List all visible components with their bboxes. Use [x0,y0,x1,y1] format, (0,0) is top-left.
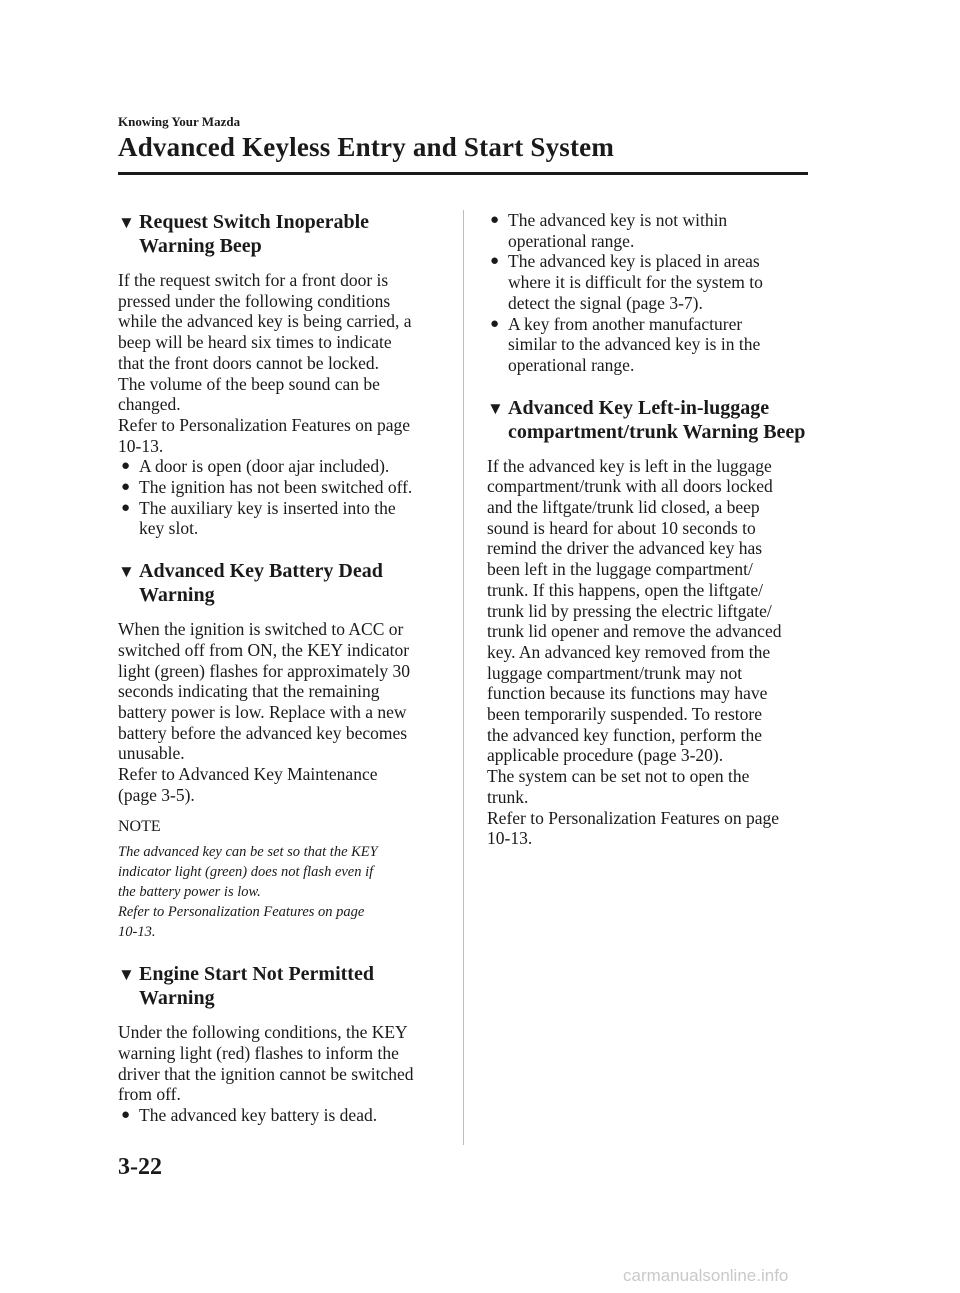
list-item: ● The auxiliary key is inserted into the key slot. [121,497,396,539]
list-item: ● The advanced key is placed in areas where it is difficult for the system to detect the signal (page 3-7). [490,251,763,313]
heading-left-in-luggage: ▼ Advanced Key Left-in-luggage compartment/trunk Warning Beep [487,396,806,443]
bullet-dot-icon: ● [490,212,500,228]
column-divider [463,210,464,1145]
paragraph-engine-start: Under the following conditions, the KEY warning light (red) flashes to inform the driver that the ignition cannot be switched from off. [118,1022,414,1105]
paragraph-battery-dead: When the ignition is switched to ACC or switched off from ON, the KEY indicator light (green) flashes for approximately 30 seconds indicating that the remaining battery power is low. Replace with a new battery before the advanced key becomes unusable. Refer to Advanced Key Maintenance (page 3-5). [118,619,411,805]
bullet-dot-icon: ● [490,253,500,270]
list-item: ● The advanced key battery is dead. [121,1104,378,1125]
list-item: ● A door is open (door ajar included). [121,456,390,477]
heading-request-switch: ▼ Request Switch Inoperable Warning Beep [118,211,370,257]
bullet-dot-icon: ● [121,1106,131,1123]
paragraph-request-switch: If the request switch for a front door is pressed under the following conditions while the advanced key is being carried, a beep will be heard six times to indicate that the front doors cannot be locked. The volume of the beep sound can be changed. Refer to Personalization Features on page 10-13. [118,270,412,456]
triangle-down-icon: ▼ [487,398,504,418]
left-column [118,210,438,1126]
bullet-dot-icon: ● [121,458,131,475]
title-rule [118,172,808,175]
page-number: 3-22 [118,1154,162,1180]
watermark: carmanualsonline.info [623,1266,789,1285]
note-label: NOTE [118,818,161,836]
note-text: The advanced key can be set so that the KEY indicator light (green) does not flash even if the battery power is low. Refer to Personalization Features on page 10-13. [118,844,378,941]
section-label: Knowing Your Mazda [118,114,241,129]
page-title: Advanced Keyless Entry and Start System [118,132,615,162]
triangle-down-icon: ▼ [118,562,135,582]
list-item: ● The ignition has not been switched off. [121,477,413,498]
triangle-down-icon: ▼ [118,213,135,232]
bullet-dot-icon: ● [121,479,131,496]
paragraph-left-in-luggage: If the advanced key is left in the luggage compartment/trunk with all doors locked and the liftgate/trunk lid closed, a beep sound is heard for about 10 seconds to remind the driver the advanced key has been left in the luggage compartment/ trunk. If this happens, open the liftgate/ trunk lid by pressing the electric liftgate/ trunk lid opener and remove the advanced key. An advanced key removed from the luggage compartment/trunk may not function because its functions may have been temporarily suspended. To restore the advanced key function, perform the applicable procedure (page 3-20). The system can be set not to open the trunk. Refer to Personalization Features on page 10-13. [487,455,782,849]
bullet-dot-icon: ● [121,499,131,516]
list-request-switch [118,456,438,539]
bullet-dot-icon: ● [490,315,500,332]
list-engine-start [118,1105,438,1126]
heading-engine-start: ▼ Engine Start Not Permitted Warning [118,963,374,1010]
list-item: ● The advanced key is not within operational range. [490,210,728,251]
right-column [487,210,812,849]
list-engine-start-continued [487,210,812,376]
list-item: ● A key from another manufacturer similar to the advanced key is in the operational range. [490,313,761,375]
triangle-down-icon: ▼ [118,965,135,985]
heading-battery-dead: ▼ Advanced Key Battery Dead Warning [118,560,383,607]
